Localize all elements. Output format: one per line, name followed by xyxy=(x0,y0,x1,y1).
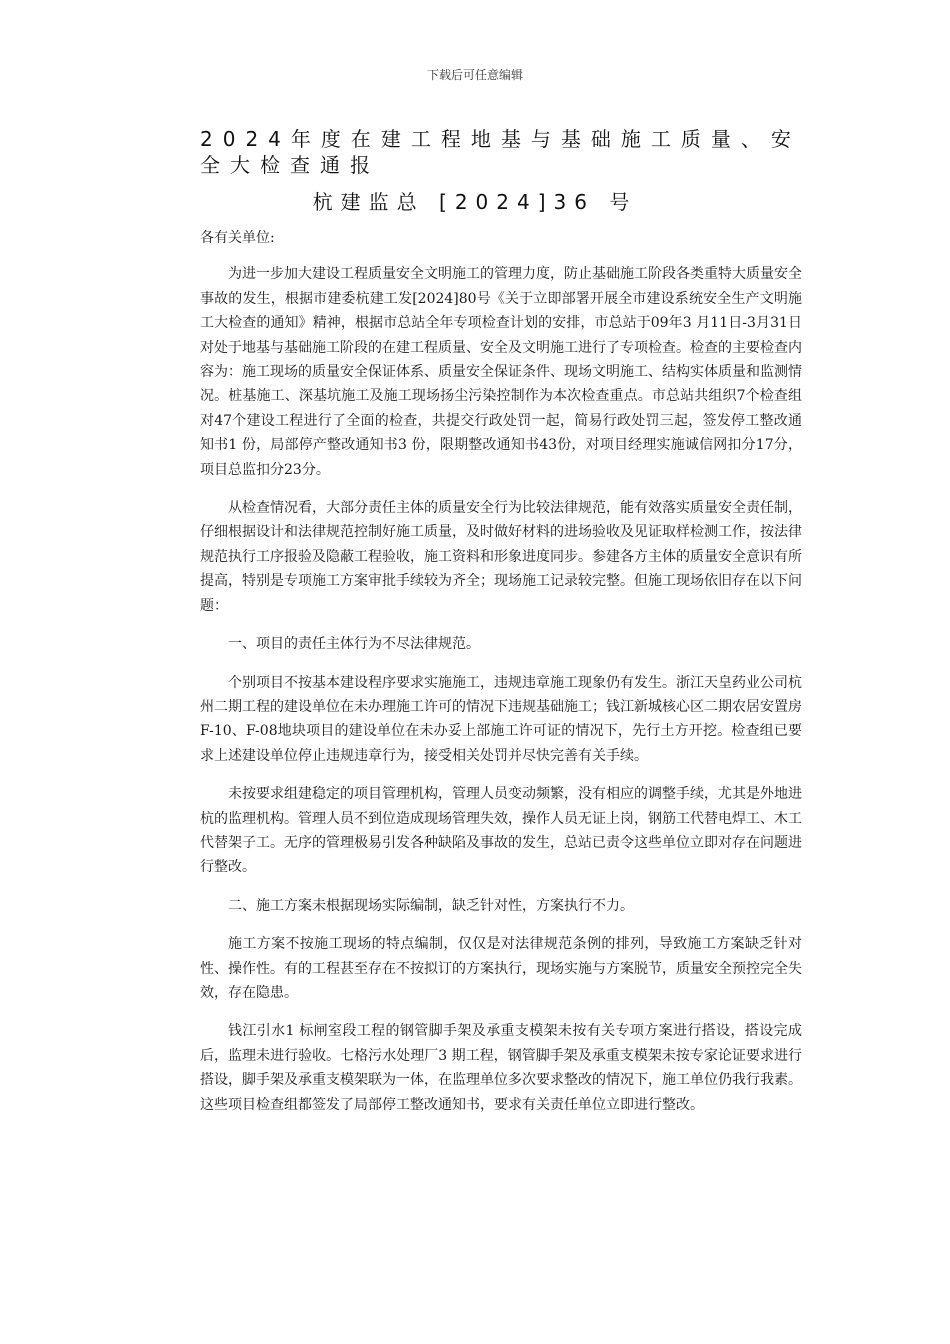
paragraph-body: 钱江引水1 标闸室段工程的钢管脚手架及承重支模架未按有关专项方案进行搭设，搭设完成后，监理未进行验收。七格污水处理厂3 期工程，钢管脚手架及承重支模架未按专家论证要求进行搭设，脚手架及承重支模架联为一体，在监理单位多次要求整改的情况下，施工单位仍我行我素。这些项目检查组都签发了局部停工整改通知书，要求有关责任单位立即进行整改。 xyxy=(200,1023,802,1113)
paragraph-overview: 从检查情况看，大部分责任主体的质量安全行为比较法律规范，能有效落实质量安全责任制，仔细根据设计和法律规范控制好施工质量，及时做好材料的进场验收及见证取样检测工作，按法律规范执行工序报验及隐蔽工程验收，施工资料和形象进度同步。参建各方主体的质量安全意识有所提高，特别是专项施工方案审批手续较为齐全；现场施工记录较完整。但施工现场依旧存在以下问题： xyxy=(200,500,802,614)
document-number: 杭建监总 [2024]36 号 xyxy=(312,190,638,214)
section-heading-1: 一、项目的责任主体行为不尽法律规范。 xyxy=(228,636,480,653)
section-heading-2: 二、施工方案未根据现场实际编制，缺乏针对性，方案执行不力。 xyxy=(228,897,634,914)
paragraph-intro: 为进一步加大建设工程质量安全文明施工的管理力度，防止基础施工阶段各类重特大质量安全事故的发生，根据市建委杭建工发[2024]80号《关于立即部署开展全市建设系统安全生产文明施工大检查的通知》精神，根据市总站全年专项检查计划的安排，市总站于09年3 月11日-3月31日对处于地基与基础施工阶段的在建工程质量、安全及文明施工进行了专项检查。检查的主要检查内容为：施工现场的质量安全保证体系、质量安全保证条件、现场文明施工、结构实体质量和监测情况。桩基施工、深基坑施工及施工现场扬尘污染控制作为本次检查重点。市总站共组织7个检查组对47个建设工程进行了全面的检查，共提交行政处罚一起，简易行政处罚三起，签发停工整改通知书1 份，局部停产整改通知书3 份，限期整改通知书43份，对项目经理实施诚信网扣分17分，项目总监扣分23分。 xyxy=(200,266,802,478)
paragraph-body: 施工方案不按施工现场的特点编制，仅仅是对法律规范条例的排列，导致施工方案缺乏针对性、操作性。有的工程甚至存在不按拟订的方案执行，现场实施与方案脱节，质量安全预控完全失效，存在隐患。 xyxy=(200,936,802,1001)
header-note: 下载后可任意编辑 xyxy=(426,68,523,82)
salutation: 各有关单位: xyxy=(200,230,275,246)
document-body xyxy=(200,226,802,1131)
paragraph-body: 未按要求组建稳定的项目管理机构，管理人员变动频繁，没有相应的调整手续，尤其是外地进杭的监理机构。管理人员不到位造成现场管理失效，操作人员无证上岗，钢筋工代替电焊工、木工代替架子工。无序的管理极易引发各种缺陷及事故的发生，总站已责令这些单位立即对存在问题进行整改。 xyxy=(200,786,802,876)
paragraph-body: 个别项目不按基本建设程序要求实施施工，违规违章施工现象仍有发生。浙江天皇药业公司杭州二期工程的建设单位在未办理施工许可的情况下违规基础施工；钱江新城核心区二期农居安置房F-10、F-08地块项目的建设单位在未办妥上部施工许可证的情况下，先行土方开挖。检查组已要求上述建设单位停止违规违章行为，接受相关处罚并尽快完善有关手续。 xyxy=(200,674,802,764)
document-title: 2024年度在建工程地基与基础施工质量、安全大检查通报 xyxy=(200,127,801,177)
